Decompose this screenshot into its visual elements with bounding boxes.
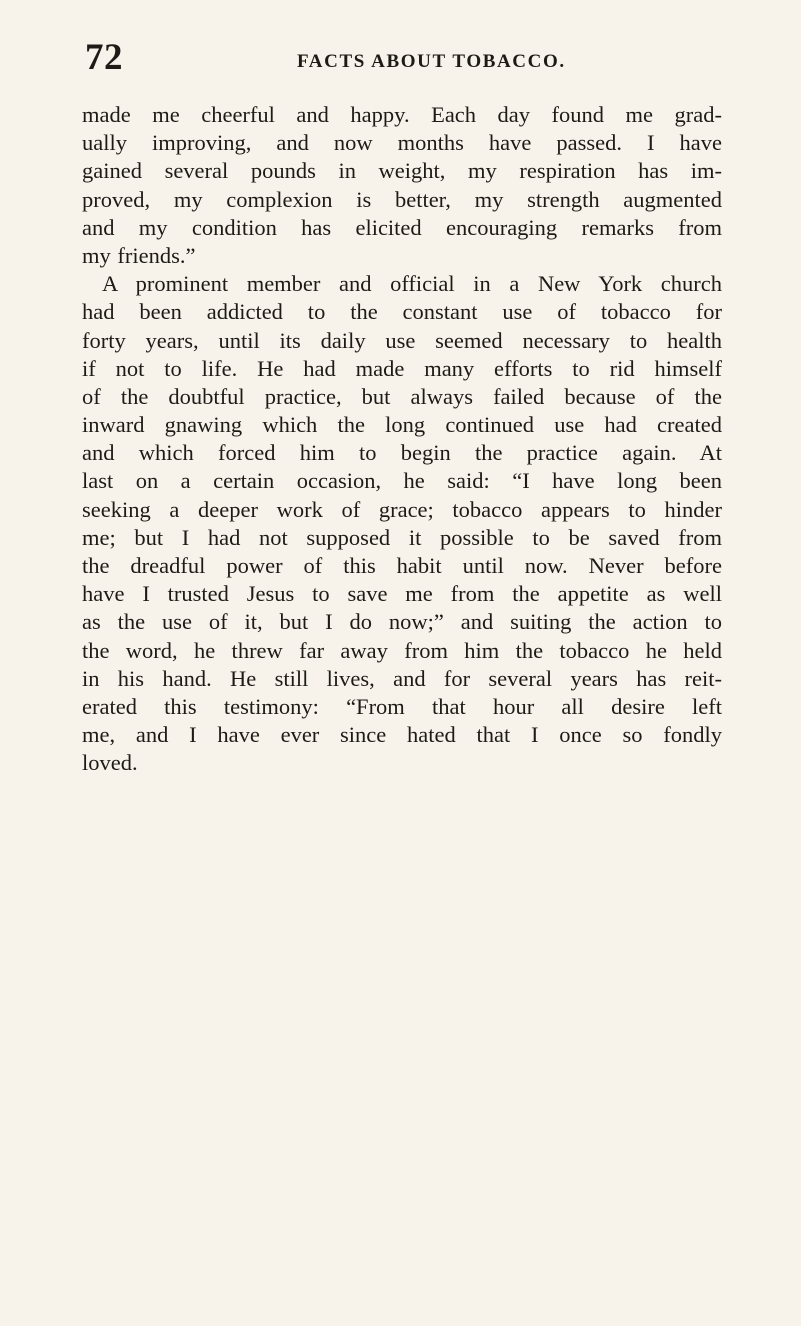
paragraph-1 <box>82 101 722 270</box>
body-text <box>82 101 722 778</box>
text-line: and my condition has elicited encouraging remarks from <box>82 214 722 240</box>
text-line: seeking a deeper work of grace; tobacco appears to hinder <box>82 496 722 522</box>
text-line: me, and I have ever since hated that I once so fondly <box>82 722 722 748</box>
text-line: me; but I had not supposed it possible to be saved from <box>82 524 722 550</box>
text-line: loved. <box>82 750 138 776</box>
text-line: forty years, until its daily use seemed necessary to health <box>82 327 722 353</box>
text-line: A prominent member and official in a New York church <box>102 271 722 297</box>
text-line: gained several pounds in weight, my respiration has im- <box>82 158 722 184</box>
text-line: the dreadful power of this habit until now. Never before <box>82 553 722 578</box>
text-line: and which forced him to begin the practice again. At <box>82 440 722 466</box>
text-line: made me cheerful and happy. Each day found me grad- <box>82 102 722 127</box>
text-line: last on a certain occasion, he said: “I have long been <box>82 468 722 494</box>
text-line: my friends.” <box>82 242 196 268</box>
text-line: as the use of it, but I do now;” and suiting the action to <box>82 609 722 635</box>
page-number: 72 <box>85 37 123 78</box>
text-line: ually improving, and now months have passed. I have <box>82 130 722 156</box>
text-line: inward gnawing which the long continued use had created <box>82 412 722 438</box>
running-head <box>82 38 722 78</box>
text-line: proved, my complexion is better, my strength augmented <box>82 186 722 212</box>
text-line: had been addicted to the constant use of tobacco for <box>82 299 722 325</box>
text-line: erated this testimony: “From that hour all desire left <box>82 693 722 719</box>
text-line: have I trusted Jesus to save me from the appetite as well <box>82 581 722 607</box>
text-line: if not to life. He had made many efforts to rid himself <box>82 355 722 381</box>
text-line: the word, he threw far away from him the tobacco he held <box>82 637 722 663</box>
text-line: of the doubtful practice, but always failed because of the <box>82 383 722 409</box>
text-line: in his hand. He still lives, and for several years has reit- <box>82 665 722 691</box>
paragraph-2 <box>82 270 722 777</box>
running-title: FACTS ABOUT TOBACCO. <box>297 51 566 72</box>
